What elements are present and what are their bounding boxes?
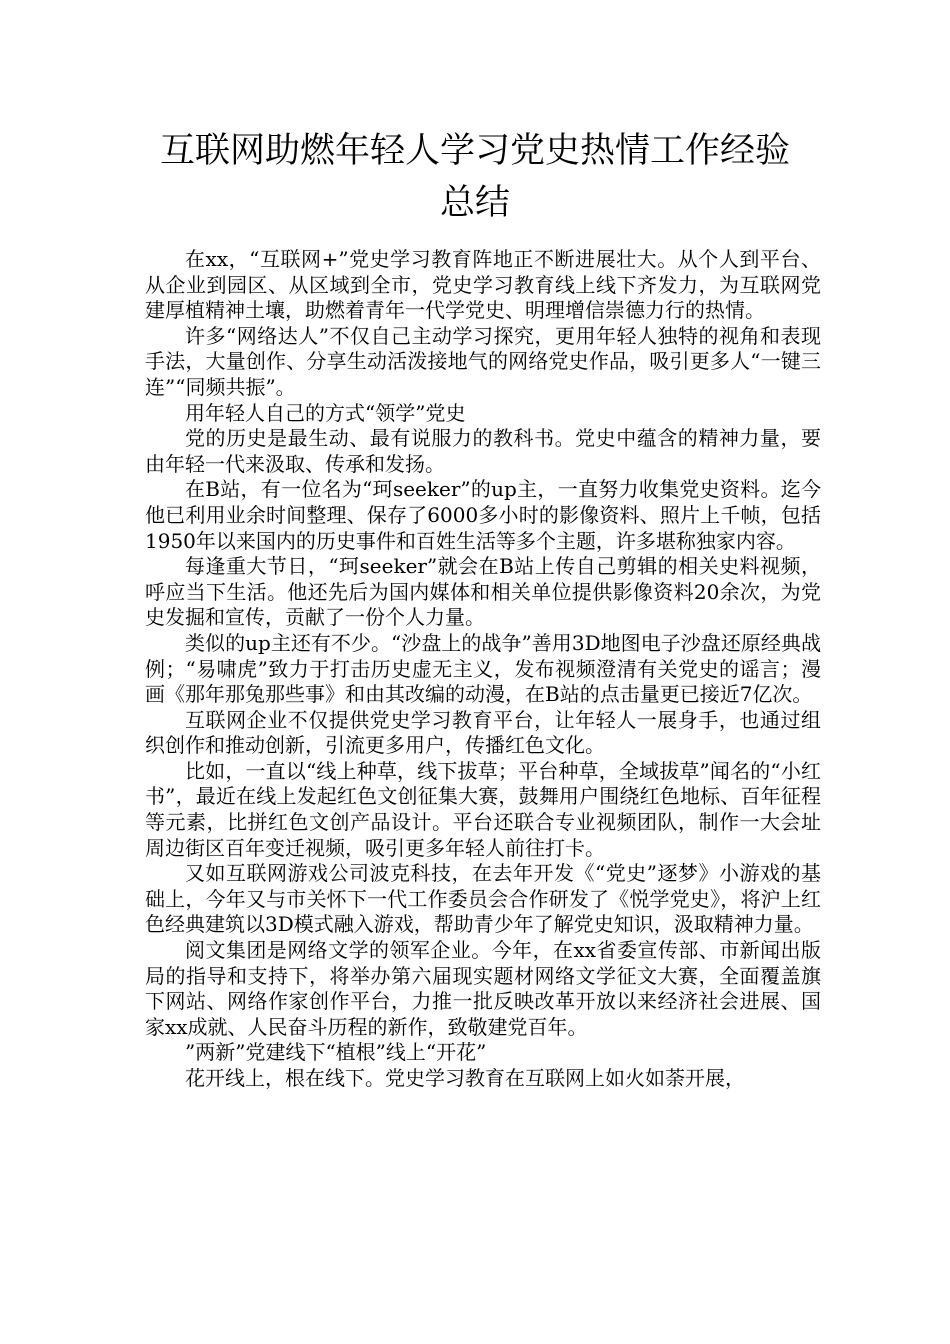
- paragraph: 在B站，有一位名为“珂seeker”的up主，一直努力收集党史资料。迄今他已利用业余时间整理、保存了6000多小时的影像资料、照片上千帧，包括1950年以来国内的历史事件和百姓生活等多个主题，许多堪称独家内容。: [145, 477, 821, 553]
- document-title: 互联网助燃年轻人学习党史热情工作经验总结: [159, 131, 790, 223]
- document-body: [145, 247, 821, 1092]
- section-heading: 用年轻人自己的方式“领学”党史: [185, 400, 466, 425]
- paragraph: 互联网企业不仅提供党史学习教育平台，让年轻人一展身手，也通过组织创作和推动创新，引流更多用户，传播红色文化。: [145, 707, 821, 758]
- paragraph: 党的历史是最生动、最有说服力的教科书。党史中蕴含的精神力量，要由年轻一代来汲取、传承和发扬。: [145, 426, 821, 476]
- paragraph: 又如互联网游戏公司波克科技，在去年开发《“党史”逐梦》小游戏的基础上，今年又与市关怀下一代工作委员会合作研发了《悦学党史》，将沪上红色经典建筑以3D模式融入游戏，帮助青少年了解党史知识，汲取精神力量。: [145, 861, 821, 937]
- paragraph: 在xx，“互联网+”党史学习教育阵地正不断进展壮大。从个人到平台、从企业到园区、从区域到全市，党史学习教育线上线下齐发力，为互联网党建厚植精神土壤，助燃着青年一代学党史、明理增信崇德力行的热情。: [145, 247, 821, 323]
- paragraph: 类似的up主还有不少。“沙盘上的战争”善用3D地图电子沙盘还原经典战例；“易啸虎”致力于打击历史虚无主义，发布视频澄清有关党史的谣言；漫画《那年那兔那些事》和由其改编的动漫，在B站的点击量更已接近7亿次。: [145, 630, 821, 707]
- paragraph: 花开线上，根在线下。党史学习教育在互联网上如火如荼开展，: [185, 1066, 745, 1090]
- paragraph: 许多“网络达人”不仅自己主动学习探究，更用年轻人独特的视角和表现手法，大量创作、分享生动活泼接地气的网络党史作品，吸引更多人“一键三连”“同频共振”。: [145, 323, 821, 399]
- paragraph: 阅文集团是网络文学的领军企业。今年，在xx省委宣传部、市新闻出版局的指导和支持下，将举办第六届现实题材网络文学征文大赛，全面覆盖旗下网站、网络作家创作平台，力推一批反映改革开放以来经济社会进展、国家xx成就、人民奋斗历程的新作，致敬建党百年。: [145, 938, 821, 1039]
- paragraph: 比如，一直以“线上种草，线下拔草；平台种草，全域拔草”闻名的“小红书”，最近在线上发起红色文创征集大赛，鼓舞用户围绕红色地标、百年征程等元素，比拼红色文创产品设计。平台还联合专业视频团队，制作一大会址周边街区百年变迁视频，吸引更多年轻人前往打卡。: [145, 758, 821, 860]
- paragraph: 每逢重大节日，“珂seeker”就会在B站上传自己剪辑的相关史料视频，呼应当下生活。他还先后为国内媒体和相关单位提供影像资料20余次，为党史发掘和宣传，贡献了一份个人力量。: [145, 554, 821, 630]
- section-heading: ”两新”党建线下“植根”线上“开花”: [185, 1040, 487, 1065]
